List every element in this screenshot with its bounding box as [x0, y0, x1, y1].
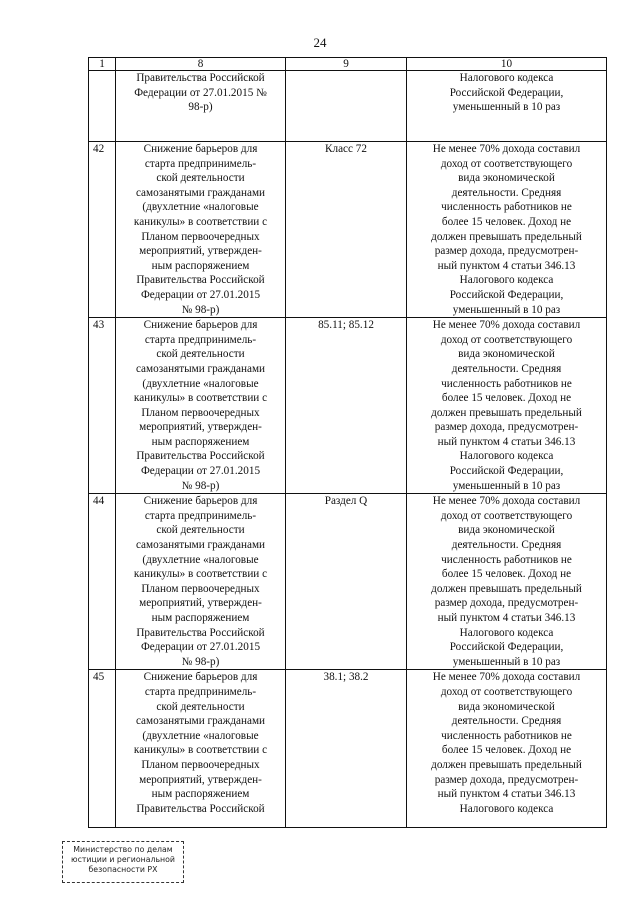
cell-line: Планом первоочередных — [141, 758, 260, 771]
cell-line: Правительства Российской — [136, 626, 265, 639]
cell-line: ской деятельности — [156, 524, 245, 537]
cell-line: № 98-р) — [181, 655, 220, 668]
cell-line: размер дохода, предусмотрен- — [434, 421, 579, 434]
cell-line: (двухлетние «налоговые — [142, 729, 259, 742]
cell-line: Налогового кодекса — [459, 802, 554, 815]
cell-line: более 15 человек. Доход не — [441, 215, 572, 228]
cell-line: (двухлетние «налоговые — [142, 201, 259, 214]
row-number — [89, 71, 116, 142]
cell-line: ный пунктом 4 статьи 346.13 — [437, 259, 576, 272]
condition-cell — [407, 670, 607, 828]
cell-line: ской деятельности — [156, 348, 245, 361]
cell-line: самозанятыми гражданами — [135, 539, 266, 552]
cell-line: вида экономической — [458, 524, 555, 537]
cell-line: Российской Федерации, — [449, 288, 564, 301]
cell-line: Не менее 70% дохода составил — [432, 143, 581, 155]
cell-line: размер дохода, предусмотрен- — [434, 245, 579, 258]
cell-line: численность работников не — [441, 553, 572, 566]
stamp-line: юстиции и региональной — [71, 855, 175, 864]
cell-line: мероприятий, утвержден- — [139, 773, 262, 786]
cell-line: доход от соответствующего — [440, 333, 573, 346]
document-table — [88, 57, 607, 828]
cell-line: деятельности. Средняя — [451, 715, 562, 728]
stamp-line: Министерство по делам — [73, 845, 173, 854]
cell-line: должен превышать предельный — [431, 582, 582, 595]
cell-line: Планом первоочередных — [141, 230, 260, 243]
cell-line: более 15 человек. Доход не — [441, 568, 572, 581]
cell-line: Федерации от 27.01.2015 — [140, 288, 261, 301]
cell-line: доход от соответствующего — [440, 685, 573, 698]
cell-line: Снижение барьеров для — [143, 495, 258, 508]
cell-line: мероприятий, утвержден- — [139, 421, 262, 434]
cell-line: Правительства Российской — [136, 450, 265, 463]
cell-line: численность работников не — [441, 201, 572, 214]
cell-line: ным распоряжением — [151, 788, 250, 801]
header-col-1: 1 — [89, 58, 116, 71]
cell-line: старта предпринимель- — [144, 157, 257, 170]
table-row — [89, 142, 607, 318]
condition-cell — [407, 71, 607, 142]
header-col-9: 9 — [286, 58, 407, 71]
cell-line: Не менее 70% дохода составил — [432, 671, 581, 684]
cell-line: Правительства Российской — [136, 72, 265, 84]
cell-line: Планом первоочередных — [141, 582, 260, 595]
cell-line: № 98-р) — [181, 303, 220, 316]
table-row — [89, 494, 607, 670]
cell-line: ный пунктом 4 статьи 346.13 — [437, 612, 576, 624]
header-col-8: 8 — [116, 58, 286, 71]
cell-line: более 15 человек. Доход не — [441, 392, 572, 405]
row-number: 45 — [89, 670, 116, 828]
cell-line: (двухлетние «налоговые — [142, 553, 259, 566]
cell-line: каникулы» в соответствии с — [133, 568, 268, 581]
cell-line: Снижение барьеров для — [143, 671, 258, 684]
measure-cell — [116, 318, 286, 494]
code-cell — [286, 71, 407, 142]
cell-line: вида экономической — [458, 348, 555, 361]
cell-line: уменьшенный в 10 раз — [452, 303, 561, 316]
cell-line: ным распоряжением — [151, 435, 250, 448]
cell-line: ным распоряжением — [151, 259, 250, 272]
cell-line: (двухлетние «налоговые — [142, 377, 259, 390]
cell-line: вида экономической — [458, 172, 555, 185]
cell-line: Налогового кодекса — [459, 450, 554, 463]
ministry-stamp — [62, 841, 184, 883]
header-col-10: 10 — [407, 58, 607, 71]
cell-line: самозанятыми гражданами — [135, 715, 266, 728]
cell-line: Планом первоочередных — [141, 406, 260, 419]
cell-line: должен превышать предельный — [431, 406, 582, 419]
table-row — [89, 670, 607, 828]
cell-line: деятельности. Средняя — [451, 362, 562, 375]
measure-cell — [116, 142, 286, 318]
cell-line: размер дохода, предусмотрен- — [434, 597, 579, 610]
measure-cell — [116, 670, 286, 828]
cell-line: самозанятыми гражданами — [135, 186, 266, 199]
cell-line: уменьшенный в 10 раз — [452, 479, 561, 492]
condition-cell — [407, 494, 607, 670]
row-number: 44 — [89, 494, 116, 670]
cell-line: деятельности. Средняя — [451, 186, 562, 199]
cell-line: каникулы» в соответствии с — [133, 392, 268, 405]
condition-cell — [407, 318, 607, 494]
table-row-continuation — [89, 71, 607, 142]
condition-cell — [407, 142, 607, 318]
cell-line: Не менее 70% дохода составил — [432, 495, 581, 508]
cell-line: каникулы» в соответствии с — [133, 744, 268, 757]
cell-line: деятельности. Средняя — [451, 539, 562, 552]
stamp-line: безопасности РХ — [88, 865, 158, 874]
cell-line: размер дохода, предусмотрен- — [434, 773, 579, 786]
cell-line: ской деятельности — [156, 700, 245, 713]
cell-line: старта предпринимель- — [144, 685, 257, 698]
cell-line: 98-р) — [188, 101, 213, 114]
measure-cell — [116, 494, 286, 670]
cell-line: должен превышать предельный — [431, 230, 582, 243]
cell-line: старта предпринимель- — [144, 509, 257, 522]
cell-line: Налогового кодекса — [459, 274, 554, 287]
code-cell: 85.11; 85.12 — [286, 318, 407, 494]
cell-line: уменьшенный в 10 раз — [452, 655, 561, 668]
measure-cell — [116, 71, 286, 142]
cell-line: доход от соответствующего — [440, 509, 573, 522]
cell-line: Российской Федерации, — [449, 86, 564, 99]
table-row — [89, 318, 607, 494]
cell-line: численность работников не — [441, 729, 572, 742]
header-row — [89, 58, 607, 71]
cell-line: Правительства Российской — [136, 802, 265, 815]
cell-line: Российской Федерации, — [449, 465, 564, 478]
code-cell: 38.1; 38.2 — [286, 670, 407, 828]
cell-line: Снижение барьеров для — [143, 319, 258, 332]
cell-line: ской деятельности — [156, 172, 245, 185]
cell-line: численность работников не — [441, 377, 572, 390]
cell-line: старта предпринимель- — [144, 333, 257, 346]
cell-line: Снижение барьеров для — [143, 143, 258, 155]
cell-line: каникулы» в соответствии с — [133, 215, 268, 228]
cell-line: уменьшенный в 10 раз — [452, 101, 561, 114]
cell-line: вида экономической — [458, 700, 555, 713]
cell-line: Федерации от 27.01.2015 № — [134, 86, 267, 99]
code-cell: Класс 72 — [286, 142, 407, 318]
cell-line: мероприятий, утвержден- — [139, 245, 262, 258]
cell-line: Не менее 70% дохода составил — [432, 319, 581, 332]
cell-line: Российской Федерации, — [449, 641, 564, 654]
cell-line: № 98-р) — [181, 479, 220, 492]
cell-line: доход от соответствующего — [440, 157, 573, 170]
row-number: 42 — [89, 142, 116, 318]
cell-line: Федерации от 27.01.2015 — [140, 641, 261, 654]
cell-line: мероприятий, утвержден- — [139, 597, 262, 610]
cell-line: должен превышать предельный — [431, 758, 582, 771]
cell-line: Налогового кодекса — [459, 626, 554, 639]
cell-line: Правительства Российской — [136, 274, 265, 287]
cell-line: Налогового кодекса — [459, 72, 554, 84]
cell-line: Федерации от 27.01.2015 — [140, 465, 261, 478]
cell-line: ным распоряжением — [151, 612, 250, 624]
row-number: 43 — [89, 318, 116, 494]
cell-line: самозанятыми гражданами — [135, 362, 266, 375]
cell-line: более 15 человек. Доход не — [441, 744, 572, 757]
cell-line: ный пунктом 4 статьи 346.13 — [437, 788, 576, 801]
code-cell: Раздел Q — [286, 494, 407, 670]
cell-line: ный пунктом 4 статьи 346.13 — [437, 435, 576, 448]
page-number: 24 — [313, 35, 327, 50]
